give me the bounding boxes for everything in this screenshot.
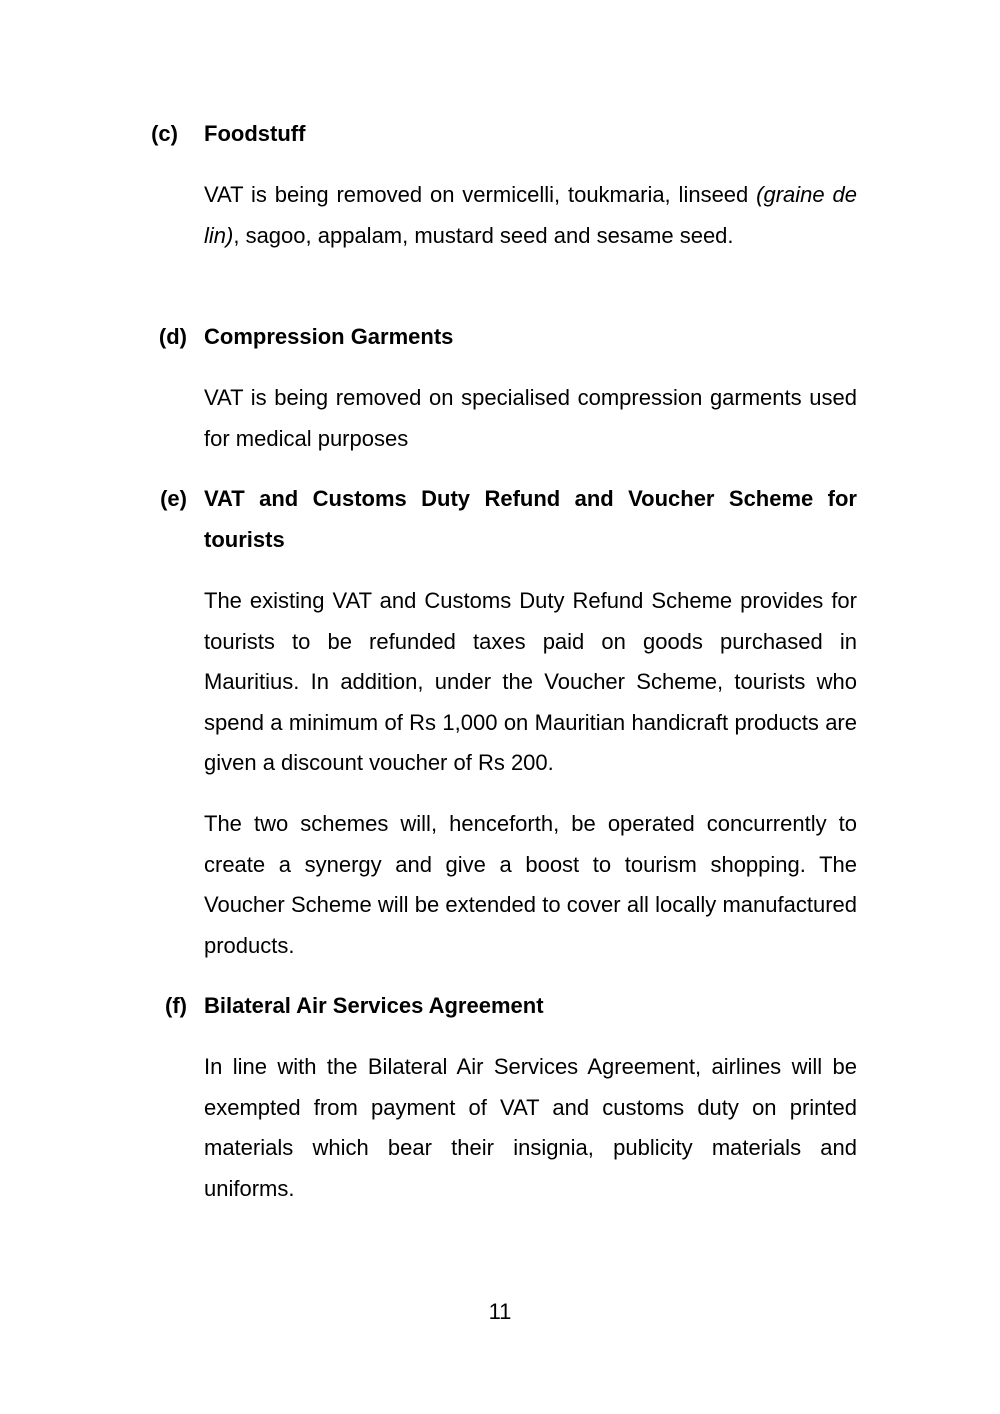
section-marker: (d) xyxy=(158,324,187,349)
section-marker: (e) xyxy=(160,486,187,511)
paragraph-text: , sagoo, appalam, mustard seed and sesame seed. xyxy=(233,222,734,248)
section-heading: VAT and Customs Duty Refund and Voucher Scheme for tourists xyxy=(204,486,857,552)
section-paragraph: The existing VAT and Customs Duty Refund Scheme provides for tourists to be refunded taxes paid on goods purchased in Mauritius. In addition, under the Voucher Scheme, tourists who spend a minimum of Rs 1,000 on Mauritian handicraft products are given a discount voucher of Rs 200. xyxy=(204,588,857,775)
section-marker: (f) xyxy=(165,993,187,1018)
section-paragraph: The two schemes will, henceforth, be operated concurrently to create a synergy and give a boost to tourism shopping. The Voucher Scheme will be extended to cover all locally manufactured products. xyxy=(204,811,857,958)
paragraph-italic-text: (graine de lin) xyxy=(204,182,857,248)
section-paragraph xyxy=(204,175,857,256)
section-paragraph: VAT is being removed on specialised compression garments used for medical purposes xyxy=(204,385,857,451)
section-marker: (c) xyxy=(151,121,178,146)
paragraph-text: VAT is being removed on vermicelli, toukmaria, linseed xyxy=(204,182,757,207)
section-paragraph: In line with the Bilateral Air Services Agreement, airlines will be exempted from payment of VAT and customs duty on printed materials which bear their insignia, publicity materials and uniforms. xyxy=(204,1054,857,1201)
page-number: 11 xyxy=(488,1299,512,1324)
section-heading: Foodstuff xyxy=(204,121,306,146)
section-heading: Compression Garments xyxy=(204,324,454,349)
section-heading: Bilateral Air Services Agreement xyxy=(204,993,544,1018)
